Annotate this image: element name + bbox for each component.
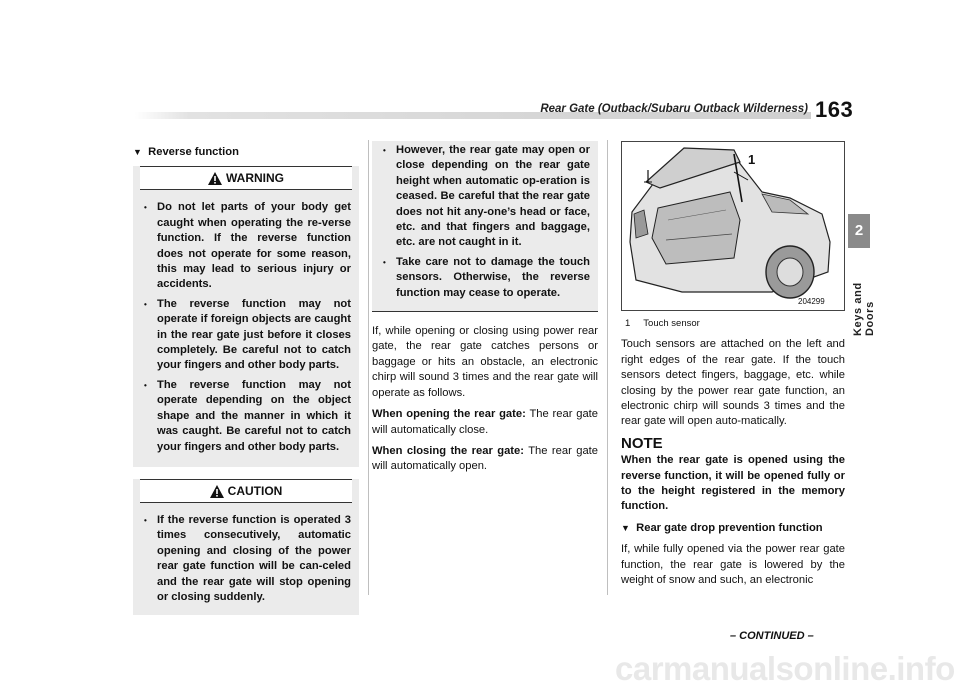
warning-item: • The reverse function may not operate if foreign objects are caught in the rear gate just before it closes completely. Be careful not to catch your fingers and other body parts. xyxy=(139,297,351,374)
warning-box xyxy=(133,166,359,467)
caution-box-continued xyxy=(372,141,598,312)
column-3 xyxy=(621,141,845,595)
column-divider xyxy=(368,140,369,595)
note-heading: NOTE xyxy=(621,434,663,452)
figure-caption: 1 Touch sensor xyxy=(625,318,700,329)
caution-title: CAUTION xyxy=(140,479,352,503)
paragraph: When opening the rear gate: The rear gate will automatically close. xyxy=(372,408,598,436)
caution-item: • Take care not to damage the touch sensors. Otherwise, the reverse function may cease to operate. xyxy=(378,255,590,301)
warning-title: WARNING xyxy=(140,166,352,190)
caution-triangle-icon xyxy=(210,485,224,498)
section-heading: ▼ Reverse function xyxy=(133,146,239,158)
warning-item: • The reverse function may not operate depending on the object shape and the manner in which it was caught. Be careful not to catch your fingers and other body parts. xyxy=(139,378,351,455)
figure-callout-number: 1 xyxy=(748,152,756,167)
triangle-marker-icon: ▼ xyxy=(621,522,630,533)
paragraph: If, while fully opened via the power rear gate function, the rear gate is lowered by the weight of snow and such, an electronic xyxy=(621,543,845,587)
paragraph: If, while opening or closing using power rear gate, the rear gate catches persons or baggage or hits an obstacle, an electronic chirp will sound 3 times and the rear gate will operate as follows. xyxy=(372,325,598,399)
caution-box xyxy=(133,479,359,615)
figure-code: 204299 xyxy=(798,297,825,306)
car-rear-gate-illustration xyxy=(622,142,844,310)
caution-continuation: • However, the rear gate may open or close depending on the rear gate height when automatic op-eration is ceased. Be careful that the rear gate does not hit any-one’s head or face, etc. and that fingers and baggage, etc. are not caught in it. xyxy=(378,143,590,251)
note-text: When the rear gate is opened using the reverse function, it will be opened fully or to the height registered in the memory function. xyxy=(621,454,845,513)
running-header-title: Rear Gate (Outback/Subaru Outback Wilderness) xyxy=(540,103,808,115)
warning-triangle-icon xyxy=(208,172,222,185)
warning-item: • Do not let parts of your body get caught when operating the re-verse function. If the reverse function does not operate for some reason, this may lead to serious injury or accidents. xyxy=(139,200,351,292)
continued-label: – CONTINUED – xyxy=(730,630,814,642)
triangle-marker-icon: ▼ xyxy=(133,147,142,157)
column-1 xyxy=(133,145,359,615)
section-heading: ▼ Rear gate drop prevention function xyxy=(621,521,823,534)
caution-item: • If the reverse function is operated 3 times consecutively, automatic opening and closing of the power rear gate function will be can-celed and the rear gate will stop opening or closing suddenly. xyxy=(139,513,351,605)
paragraph: When closing the rear gate: The rear gate will automatically open. xyxy=(372,444,598,473)
paragraph: Touch sensors are attached on the left and right edges of the rear gate. If the touch sensors detect fingers, baggage, etc. while closing by the power rear gate function, an electronic chirp will sounds 3 times and the rear gate will open auto-matically. xyxy=(621,338,845,428)
column-divider xyxy=(607,140,608,595)
watermark: carmanualsonline.info xyxy=(615,650,955,687)
figure xyxy=(621,141,845,311)
chapter-tab-label: Keys and Doors xyxy=(852,282,876,336)
page-number: 163 xyxy=(815,97,854,122)
column-2 xyxy=(372,141,598,481)
chapter-tab-number: 2 xyxy=(848,214,870,248)
